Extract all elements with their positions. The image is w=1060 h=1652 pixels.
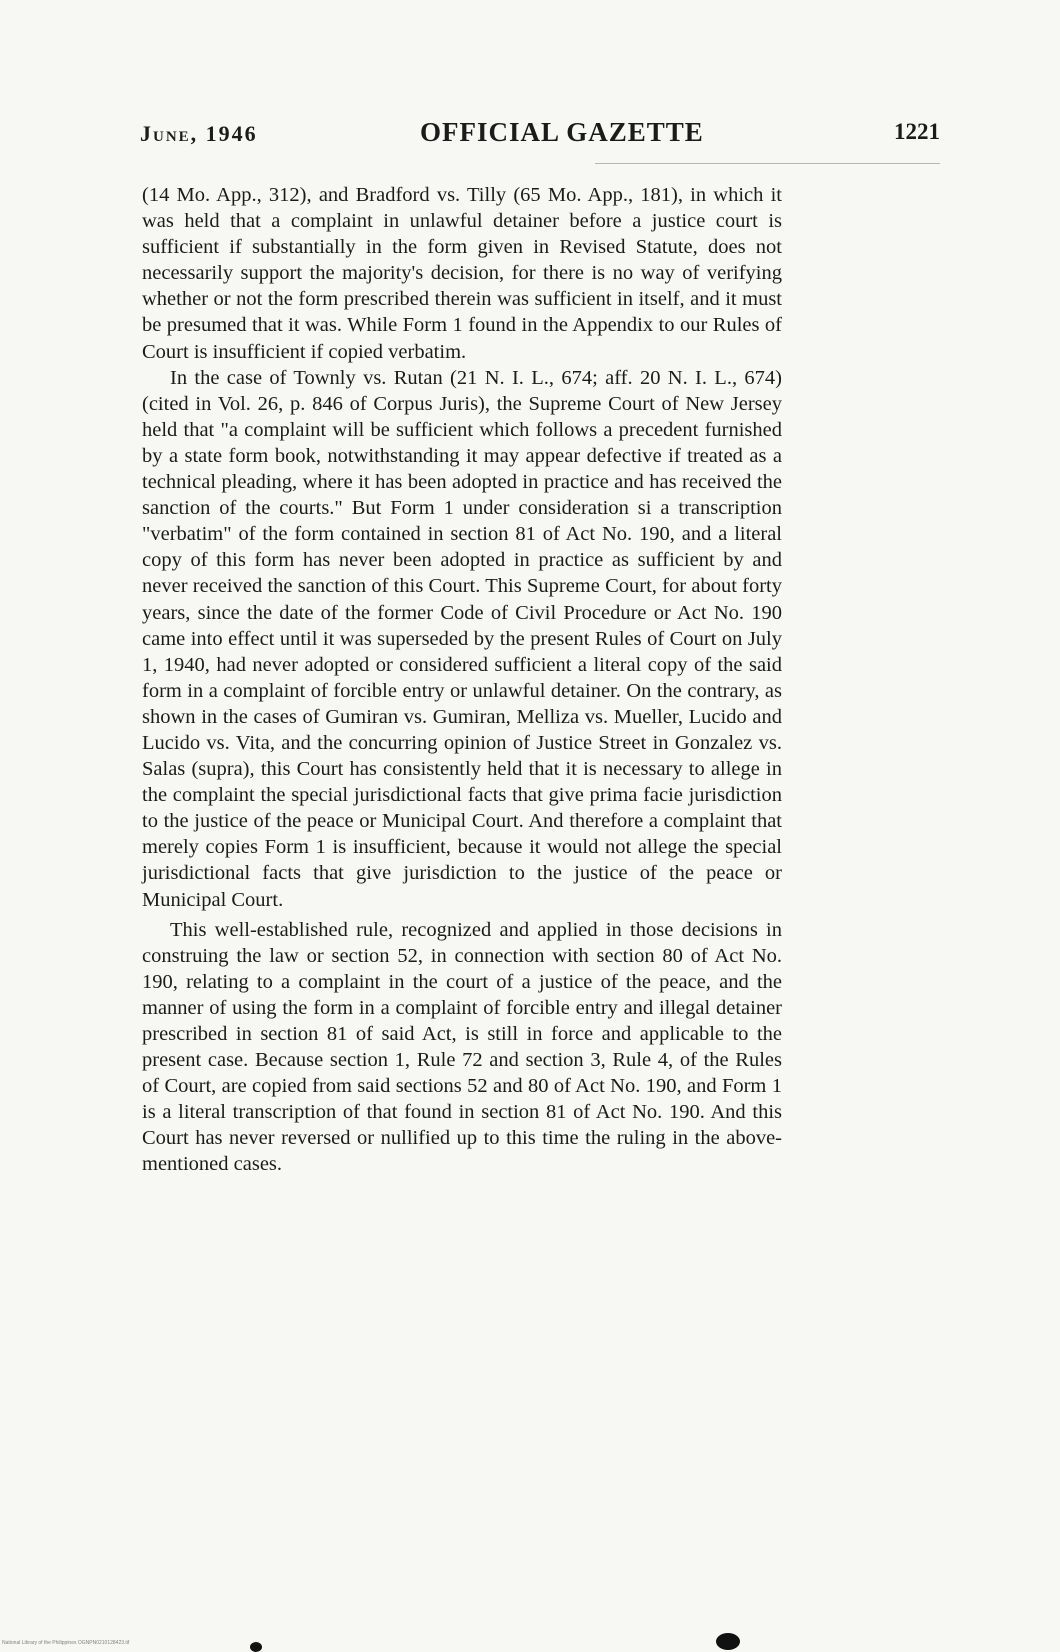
publication-title: OFFICIAL GAZETTE xyxy=(420,117,704,147)
ink-blot-left xyxy=(250,1642,262,1652)
ink-blot-right xyxy=(716,1633,740,1650)
scan-footer: National Library of the Philippines OGNPN0210128423.tif xyxy=(2,1640,130,1646)
page-header xyxy=(140,117,948,151)
paragraph-3: This well-established rule, recognized and applied in those decisions in construing the law or section 52, in connection with section 80 of Act No. 190, relating to a complaint in the court of a justice of the peace, and the manner of using the form in a complaint of forcible entry and illegal detainer prescribed in section 81 of said Act, is still in force and applicable to the present case. Because section 1, Rule 72 and section 3, Rule 4, of the Rules of Court, are copied from said sections 52 and 80 of Act No. 190, and Form 1 is a literal transcription of that found in section 81 of Act No. 190. And this Court has never reversed or nullified up to this time the ruling in the above-mentioned cases. xyxy=(142,918,782,1176)
paragraph-1: (14 Mo. App., 312), and Bradford vs. Tilly (65 Mo. App., 181), in which it was held that a complaint in unlawful detainer before a justice court is sufficient if substantially in the form given in Revised Statute, does not necessarily support the majority's decision, for there is no way of verifying whether or not the form prescribed therein was sufficient in itself, and it must be presumed that it was. While Form 1 found in the Appendix to our Rules of Court is insufficient if copied verbatim. xyxy=(142,184,782,363)
paragraph-2: In the case of Townly vs. Rutan (21 N. I. L., 674; aff. 20 N. I. L., 674) (cited in Vol. 26, p. 846 of Corpus Juris), the Supreme Court of New Jersey held that "a complaint will be sufficient which follows a precedent furnished by a state form book, notwithstanding it may appear defective if treated as a technical pleading, where it has been adopted in practice and has received the sanction of the courts." But Form 1 under consideration si a transcription "verbatim" of the form contained in section 81 of Act No. 190, and a literal copy of this form has never been adopted in practice as sufficient by and never received the sanction of this Court. This Supreme Court, for about forty years, since the date of the former Code of Civil Procedure or Act No. 190 came into effect until it was superseded by the present Rules of Court on July 1, 1940, had never adopted or considered sufficient a literal copy of the said form in a complaint of forcible entry or unlawful detainer. On the contrary, as shown in the cases of Gumiran vs. Gumiran, Melliza vs. Mueller, Lucido and Lucido vs. Vita, and the concurring opinion of Justice Street in Gonzalez vs. Salas (supra), this Court has consistently held that it is necessary to allege in the complaint the special jurisdictional facts that give prima facie jurisdiction to the justice of the peace or Municipal Court. And therefore a complaint that merely copies Form 1 is insufficient, because it would not allege the special jurisdictional facts that give jurisdiction to the justice of the peace or Municipal Court. xyxy=(142,366,782,911)
body-text xyxy=(142,182,782,1178)
header-rule xyxy=(595,163,940,164)
page-number: 1221 xyxy=(894,119,940,144)
issue-date: June, 1946 xyxy=(140,121,258,146)
